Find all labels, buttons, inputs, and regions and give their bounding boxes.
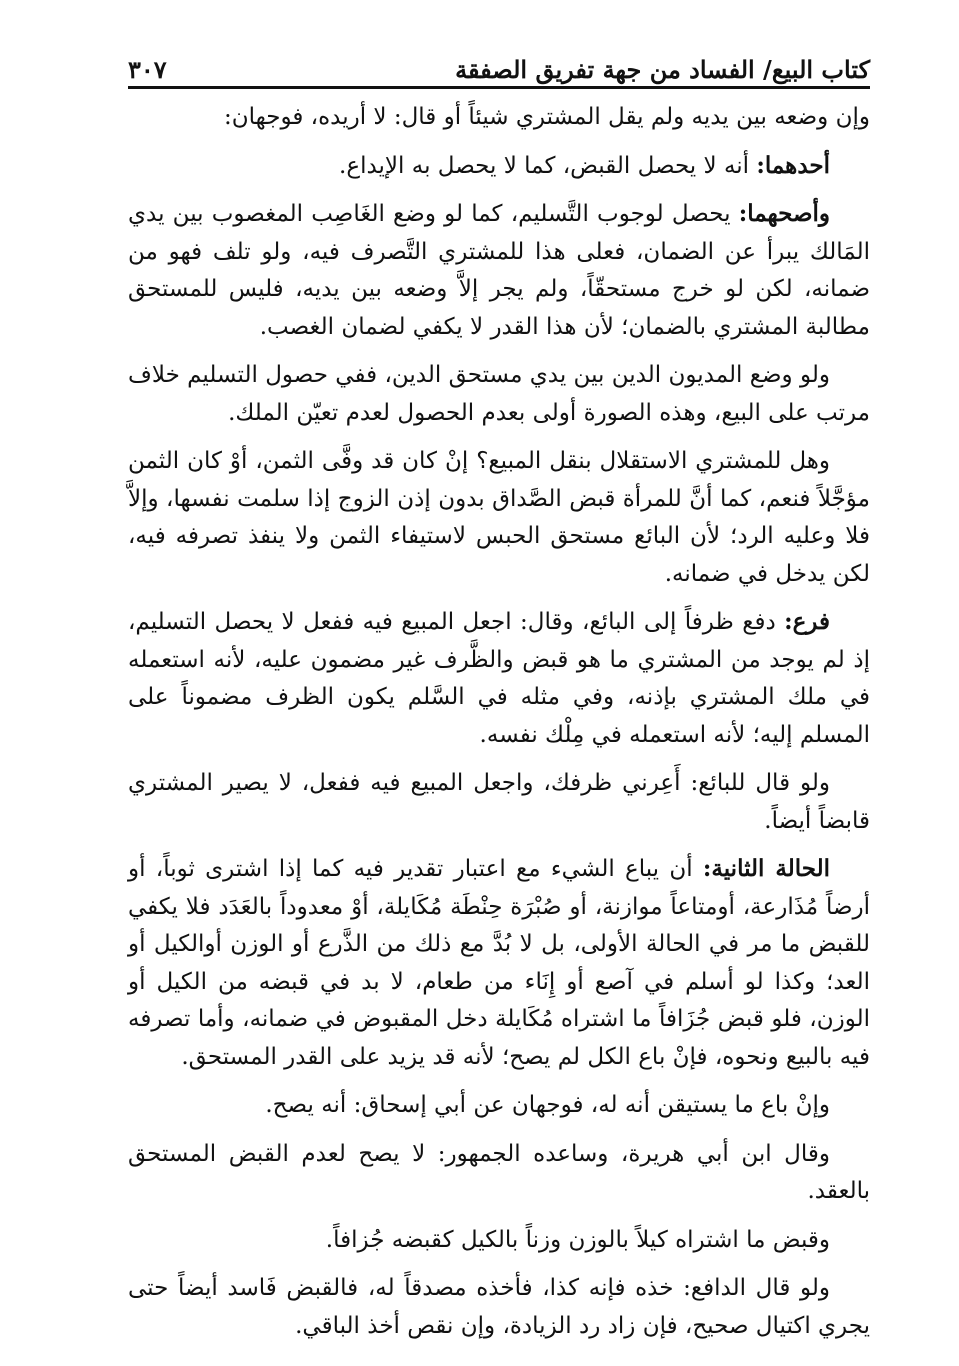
paragraph-10-text: وقال ابن أبي هريرة، وساعده الجمهور: لا يصح لعدم القبض المستحق بالعقد. <box>128 1140 870 1204</box>
paragraph-3 <box>128 195 870 346</box>
paragraph-8-text: أن يباع الشيء مع اعتبار تقدير فيه كما إذا اشترى ثوباً، أو أرضاً مُذَارعة، أومتاعاً موازنة، أو صُبْرَة حِنْطَة مُكَايلة، أوْ معدوداً بالعَدَد فلا يكفي للقبض ما مر في الحالة الأولى، بل لا بُدَّ مع ذلك من الذَّرع أو الوزن أوالكيل أو العد؛ وكذا لو أسلم في آصع أو إِنَاء من طعام، لا بد في قبضه من الكيل أو الوزن، فلو قبض جُزَافاً ما اشتراه مُكَايلة دخل المقبوض في ضمانه، وأما تصرفه فيه بالبيع ونحوه، فإنْ باع الكل لم يصح؛ لأنه قد يزيد على القدر المستحق. <box>128 856 870 1070</box>
page-body <box>128 98 870 1355</box>
running-title: كتاب البيع/ الفساد من جهة تفريق الصفقة <box>455 55 870 84</box>
paragraph-5-text: وهل للمشتري الاستقلال بنقل المبيع؟ إنْ كان قد وفَّى الثمن، أوْ كان الثمن مؤجَّلاً فنعم، كما أنَّ للمرأة قبض الصَّداق بدون إذن الزوج إذا سلمت نفسها، وإلاَّ فلا وعليه الرد؛ لأن البائع مستحق الحبس لاستيفاء الثمن ولا ينفذ تصرفه فيه، لكن يدخل في ضمانه. <box>128 448 870 587</box>
paragraph-2-lead: أحدهما: <box>756 151 830 179</box>
paragraph-6 <box>128 603 870 754</box>
paragraph-9-text: وإنْ باع ما يستيقن أنه له، فوجهان عن أبي إسحاق: أنه يصح. <box>265 1092 830 1118</box>
paragraph-6-text: دفع ظرفاً إلى البائع، وقال: اجعل المبيع فيه ففعل لا يحصل التسليم، إذ لم يوجد من المشتري ما هو قبض والظَّرف غير مضمون عليه، لأنه استعمله في ملك المشتري بإذنه، وفي مثله في السَّلم يكون الظرف مضموناً على المسلم إليه؛ لأنه استعمله في مِلْك نفسه. <box>128 609 870 748</box>
paragraph-9 <box>128 1086 870 1125</box>
paragraph-8-lead: الحالة الثانية: <box>702 855 830 882</box>
paragraph-12 <box>128 1269 870 1345</box>
paragraph-10 <box>128 1135 870 1211</box>
paragraph-1-text: وإن وضعه بين يديه ولم يقل المشتري شيئاً أو قال: لا أريده، فوجهان: <box>224 104 870 130</box>
paragraph-3-lead: وأصحهما: <box>738 200 830 227</box>
page-number: ٣٠٧ <box>128 55 167 84</box>
paragraph-2 <box>128 147 870 186</box>
paragraph-4-text: ولو وضع المديون الدين بين يدي مستحق الدين، ففي حصول التسليم خلاف مرتب على البيع، وهذه الصورة أولى بعدم الحصول لعدم تعيّن الملك. <box>128 362 870 426</box>
paragraph-12-text: ولو قال الدافع: خذه فإنه كذا، فأخذه مصدقاً له، فالقبض فَاسد أيضاً حتى يجري اكتيال صحيح، فإن زاد رد الزيادة، وإن نقص أخذ الباقي. <box>128 1275 870 1339</box>
paragraph-11 <box>128 1221 870 1260</box>
paragraph-2-text: أنه لا يحصل القبض، كما لا يحصل به الإيداع. <box>339 152 757 179</box>
page-header <box>128 38 870 84</box>
paragraph-11-text: وقبض ما اشتراه كيلاً بالوزن وزناً بالكيل كقبضه جُزافاً. <box>325 1226 830 1253</box>
paragraph-7-text: ولو قال للبائع: أَعِرني ظرفك، واجعل المبيع فيه ففعل، لا يصير المشتري قابضاً أيضاً. <box>128 770 870 834</box>
paragraph-3-text: يحصل لوجوب التَّسليم، كما لو وضع الغَاصِب المغصوب بين يدي المَالك يبرأ عن الضمان، فعلى هذا للمشتري التَّصرف فيه، ولو تلف فهو من ضمانه، لكن لو خرج مستحقّاً، ولم يجر إلاَّ وضعه بين يديه، فليس للمستحق مطالبة المشتري بالضمان؛ لأن هذا القدر لا يكفي لضمان الغصب. <box>128 201 870 340</box>
paragraph-4 <box>128 356 870 432</box>
paragraph-7 <box>128 764 870 840</box>
paragraph-1 <box>128 98 870 137</box>
paragraph-8 <box>128 850 870 1076</box>
header-rule <box>128 86 870 89</box>
paragraph-5 <box>128 442 870 593</box>
paragraph-6-lead: فرع: <box>784 608 830 635</box>
